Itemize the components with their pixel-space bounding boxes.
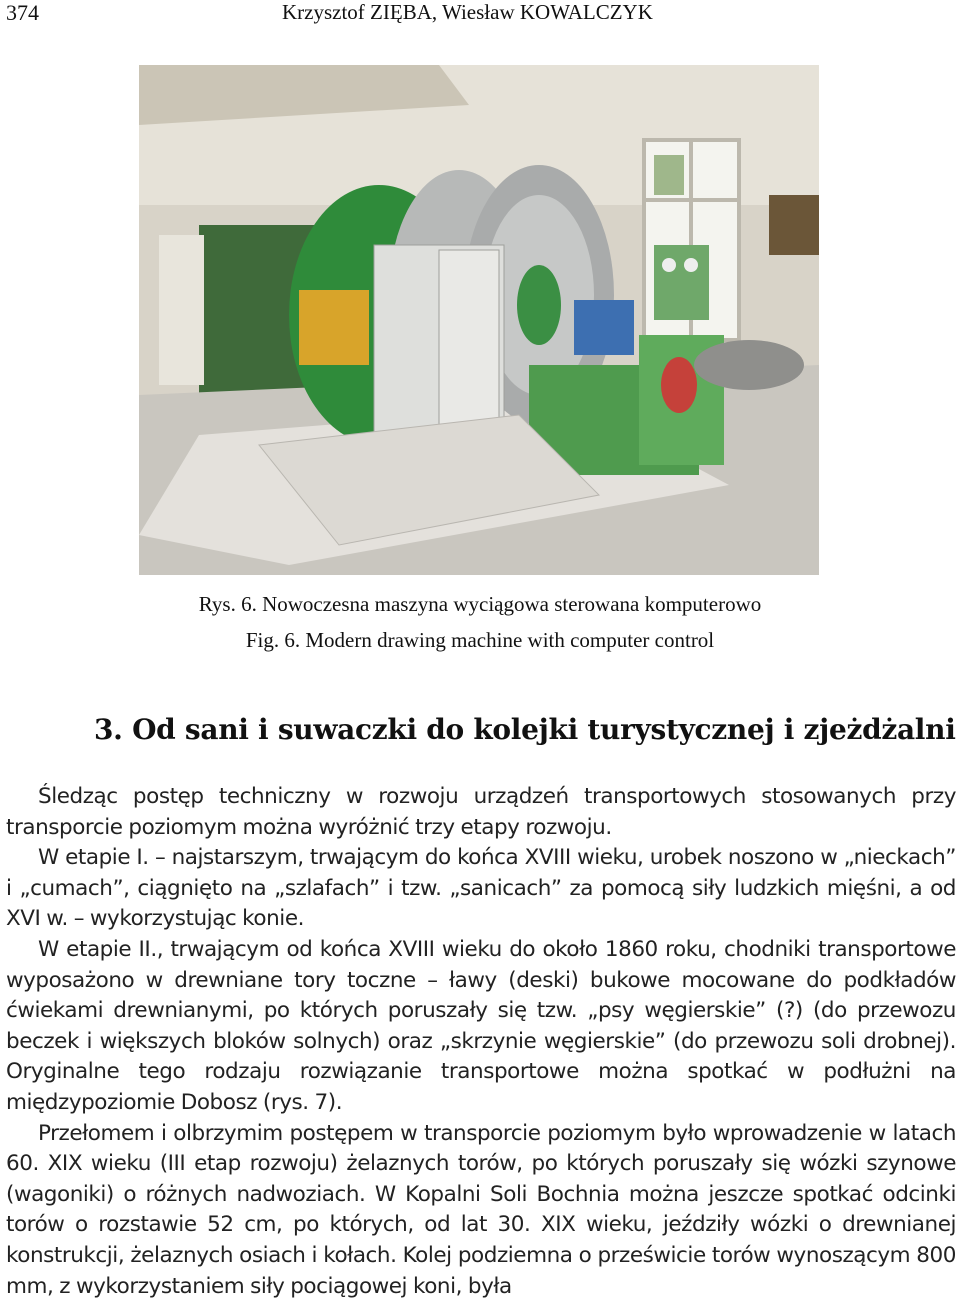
body-text <box>6 782 956 1302</box>
running-head <box>0 0 960 28</box>
figure-caption-pl: Rys. 6. Nowoczesna maszyna wyciągowa sterowana komputerowo <box>198 592 762 616</box>
paragraph: Przełomem i olbrzymim postępem w transporcie poziomym było wprowadzenie w latach 60. XIX wieku (III etap rozwoju) żelaznych torów, po których poruszały się wózki szynowe (wagoniki) o różnych nadwoziach. W Kopalni Soli Bochnia można jeszcze spotkać odcinki torów o rozstawie 52 cm, po których, od lat 30. XIX wieku, jeździły wózki o drewnianej konstrukcji, żelaznych osiach i kołach. Kolej podziemna o prześwicie torów wynoszącym 800 mm, z wykorzystaniem siły pociągowej koni, była <box>6 1120 956 1299</box>
figure-photo <box>139 65 819 575</box>
drawing-machine-photo <box>139 65 819 575</box>
section-heading: 3. Od sani i suwaczki do kolejki turystycznej i zjeżdżalni <box>94 713 956 746</box>
paragraph: W etapie I. – najstarszym, trwającym do końca XVIII wieku, urobek noszono w „nieckach” i „cumach”, ciągnięto na „szlafach” i tzw. „sanicach” za pomocą siły ludzkich mięśni, a od XVI w. – wykorzystując konie. <box>6 845 956 932</box>
figure-caption-en: Fig. 6. Modern drawing machine with computer control <box>245 628 715 652</box>
page-number: 374 <box>6 0 39 25</box>
running-head-authors: Krzysztof ZIĘBA, Wiesław KOWALCZYK <box>282 0 653 24</box>
paragraph: W etapie II., trwającym od końca XVIII wieku do około 1860 roku, chodniki transportowe wyposażono w drewniane tory toczne – ławy (deski) bukowe mocowane do podkładów ćwiekami drewnianymi, po których poruszały się tzw. „psy węgierskie” (?) (do przewozu beczek i większych bloków solnych) oraz „skrzynie węgierskie” (do przewozu soli drobnej). Oryginalne tego rodzaju rozwiązanie transportowe można spotkać w podłużni na międzypoziomie Dobosz (rys. 7). <box>6 936 956 1115</box>
paragraph: Śledząc postęp techniczny w rozwoju urządzeń transportowych stosowanych przy transporcie poziomym można wyróżnić trzy etapy rozwoju. <box>6 784 956 840</box>
